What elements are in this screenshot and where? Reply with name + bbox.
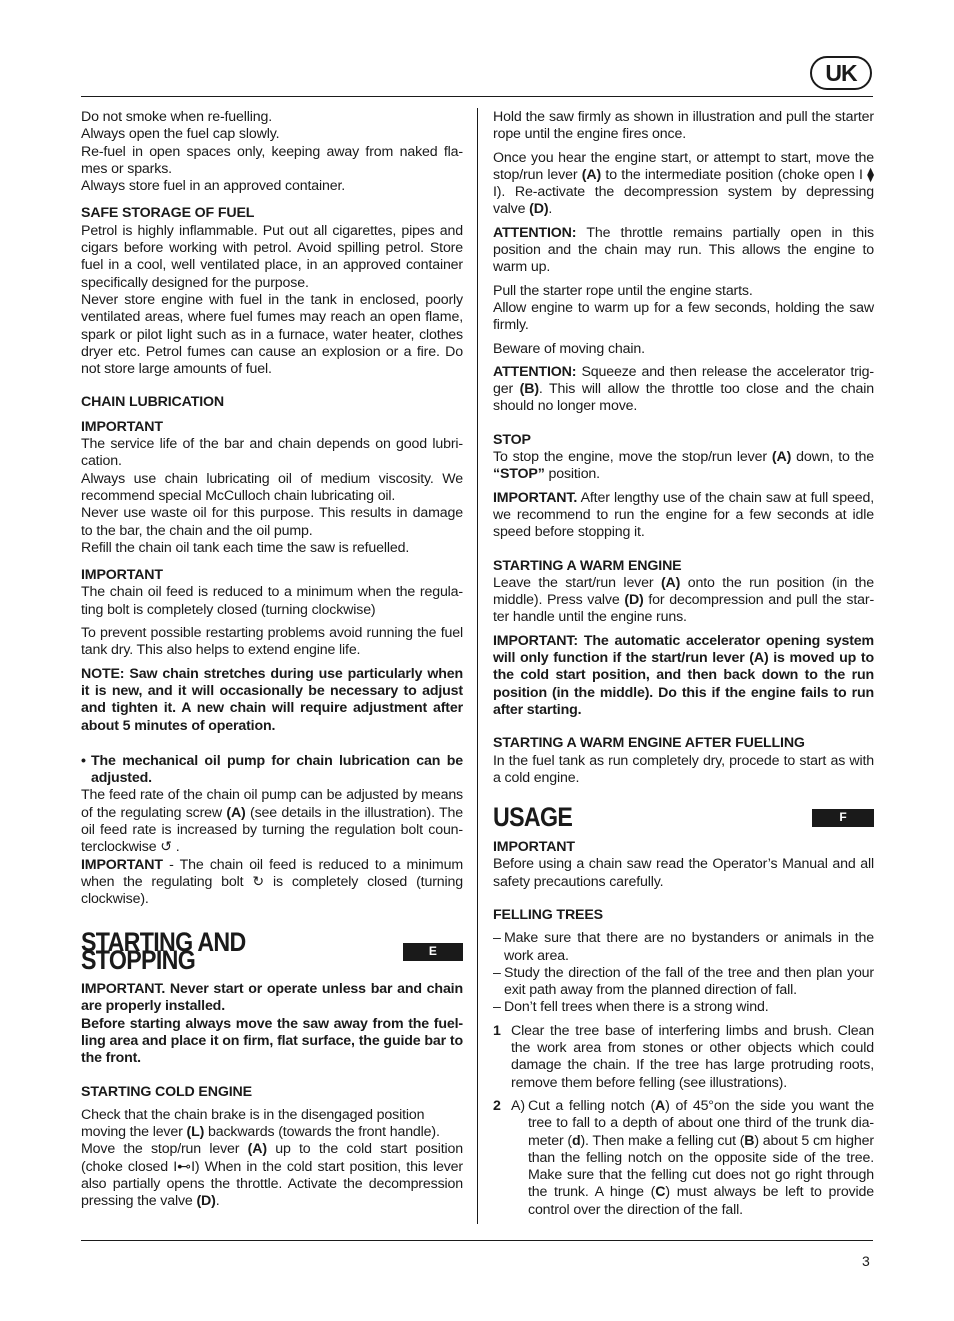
part-reference: (B) (519, 381, 539, 398)
start-paragraph (493, 150, 874, 219)
warm-engine-paragraph (493, 575, 874, 627)
part-reference: (A) (581, 166, 602, 183)
part-reference: (D) (529, 201, 549, 218)
attention-paragraph (493, 225, 874, 277)
text: (see details in the illustration). The oil feed rate is increased by turning the regulation bolt coun-terclockwise ↺ . (81, 804, 463, 856)
text: Study the direction of the fall of the tree and then plan your exit path away from the planned direction of fall. (504, 964, 874, 999)
text: down, to the (796, 449, 875, 466)
felling-step (493, 1023, 874, 1092)
important-label: IMPORTANT (81, 418, 163, 435)
part-reference: A (655, 1097, 666, 1114)
cold-engine-heading: STARTING COLD ENGINE (81, 1083, 252, 1100)
attention-label: ATTENTION: (493, 363, 577, 380)
text: To stop the engine, move the stop/run lever (493, 449, 767, 466)
column-divider (477, 108, 478, 1224)
cold-engine-paragraph (81, 1141, 463, 1210)
text: Squeeze and then release the accelerator trig-ger (493, 363, 874, 398)
usage-important-heading: IMPORTANT (493, 839, 575, 856)
text: backwards (towards the front handle). (207, 1124, 440, 1141)
text: The throttle remains partially open in this position and the chain may run. This allows the engine to warm up. (493, 224, 874, 276)
footer-rule (81, 1240, 873, 1241)
text: ) must always be left to provide control over the direction of the fall. (528, 1184, 874, 1218)
cold-engine-paragraph (81, 1124, 463, 1141)
warm-engine-fuelling-paragraph: In the fuel tank as run completely dry, procede to start as with a cold engine. (493, 752, 874, 786)
text: Don’t fell trees when there is a strong wind. (504, 999, 769, 1016)
step-number: 1 (493, 1022, 501, 1039)
warm-engine-important: IMPORTANT: The automatic accelerator opening system will only function if the start/run lever (A) is moved up to the cold start position, and then back down to the run position (in the middle). Do this if the engine fails to run after starting. (493, 632, 874, 718)
cold-engine-paragraph: Check that the chain brake is in the disengaged position (81, 1106, 425, 1123)
text: . (548, 201, 553, 218)
text: Clear the tree base of interfering limbs and brush. Clean the work area from stones or other objects which could damage the chain. If the tree has large protruding roots, remove them before felling (see illustrations). (511, 1022, 874, 1091)
warm-engine-heading: STARTING A WARM ENGINE (493, 557, 682, 574)
text: After lengthy use of the chain saw at full speed, we recommend to run the engine for a few seconds at idle speed before stopping it. (493, 489, 875, 541)
text: Once you hear the engine start, or attempt to start, move the stop/run lever (493, 149, 874, 183)
stop-heading: STOP (493, 431, 531, 448)
text: onto the run position (in the middle). Press valve (493, 574, 875, 609)
felling-trees-heading: FELLING TREES (493, 906, 603, 923)
fuel-line: Re-fuel in open spaces only, keeping away from naked fla-mes or sparks. (81, 143, 463, 177)
text: ) about 5 cm higher than the felling notch on the opposite side of the tree. Make sure that the felling cut does not go right through the trunk. A hinge ( (528, 1132, 874, 1201)
attention-paragraph (493, 364, 874, 416)
bullet-text: The mechanical oil pump for chain lubrication can be adjusted. (91, 752, 463, 787)
text: moving the lever (81, 1124, 183, 1141)
safe-storage-paragraph: Petrol is highly inflammable. Put out all cigarettes, pipes and cigars before working with petrol. Avoid spilling petrol. Store fuel in a cool, well ventilated place, in an approved container specifically designed for the purpose. (81, 222, 463, 291)
part-reference: (A) (226, 804, 246, 821)
chain-lubrication-heading: CHAIN LUBRICATION (81, 394, 224, 411)
text: Leave the start/run lever (493, 574, 654, 591)
part-reference: (D) (196, 1193, 216, 1210)
sub-step-label: A) (511, 1097, 525, 1114)
section-tag: F (812, 809, 874, 827)
part-reference: (D) (624, 592, 644, 609)
text: The feed rate of the chain oil pump can be adjusted by means of the regulating screw (81, 787, 463, 821)
important-label: IMPORTANT (81, 856, 163, 873)
fuel-line: Always store fuel in an approved container. (81, 178, 346, 195)
page-number: 3 (862, 1253, 870, 1269)
section-title: STARTING AND STOPPING (81, 927, 246, 975)
stop-paragraph (493, 449, 874, 484)
part-reference: B (744, 1132, 755, 1149)
dash-mark: – (493, 964, 501, 981)
text: Make sure that there are no bystanders or animals in the work area. (504, 930, 874, 964)
fuel-line: Always open the fuel cap slowly. (81, 126, 280, 143)
feed-rate-paragraph (81, 787, 463, 856)
lubrication-paragraph: To prevent possible restarting problems avoid running the fuel tank dry. This also helps to extend engine life. (81, 625, 463, 659)
felling-dash-item (493, 965, 874, 1000)
left-column (81, 109, 463, 1217)
regulating-bolt-paragraph (81, 857, 463, 909)
start-paragraph: Beware of moving chain. (493, 340, 645, 357)
felling-dash-item (493, 999, 874, 1016)
text: ). Then make a felling cut ( (580, 1132, 745, 1149)
lubrication-paragraph: Always use chain lubricating oil of medium viscosity. We recommend special McCulloch chain lubricating oil. (81, 470, 463, 504)
part-reference: (A) (771, 449, 792, 466)
step-number: 2 (493, 1097, 501, 1114)
header-rule (81, 96, 873, 97)
start-paragraph: Allow engine to warm up for a few seconds, holding the saw firmly. (493, 299, 874, 334)
important-placement-note: Before starting always move the saw away from the fuel-ling area and place it on firm, flat surface, the guide bar to the front. (81, 1015, 463, 1067)
important-label: IMPORTANT. (493, 489, 578, 506)
text: for decompression and pull the star-ter handle until the engine runs. (493, 592, 875, 626)
warm-engine-fuelling-heading: STARTING A WARM ENGINE AFTER FUELLING (493, 735, 805, 752)
part-reference: (A) (247, 1141, 267, 1158)
lubrication-paragraph: Refill the chain oil tank each time the saw is refuelled. (81, 539, 410, 556)
text: . This will allow the throttle too close and the chain should no longer move. (493, 381, 874, 415)
felling-dash-item (493, 930, 874, 965)
text: up to the cold start position (choke closed I⊷I) When in the cold start position, this lever also partially opens the throttle. Activate the decompression pressing the valve (81, 1141, 463, 1210)
lubrication-paragraph: Never use waste oil for this purpose. This results in damage to the bar, the chain and the oil pump. (81, 505, 463, 539)
bullet-mark: • (81, 752, 86, 769)
part-reference: (A) (660, 574, 681, 591)
stop-important-paragraph (493, 490, 874, 542)
language-badge: UK (810, 56, 872, 90)
lubrication-paragraph: The chain oil feed is reduced to a minimum when the regula-ting bolt is completely closed (turning clockwise) (81, 584, 463, 618)
text: Move the stop/run lever (81, 1141, 240, 1158)
oil-pump-bullet (81, 753, 463, 788)
text: - The chain oil feed is reduced to a minimum when the regulating bolt ↻ is completely closed (turning clockwise). (81, 856, 464, 908)
lubrication-paragraph: The service life of the bar and chain depends on good lubri-cation. (81, 436, 463, 470)
text: position. (548, 466, 600, 483)
start-paragraph: Pull the starter rope until the engine starts. (493, 282, 753, 299)
fuel-line: Do not smoke when re-fuelling. (81, 109, 273, 125)
stop-label: “STOP” (493, 466, 545, 483)
attention-label: ATTENTION: (493, 224, 577, 241)
important-label: IMPORTANT (81, 567, 163, 584)
text: . (215, 1193, 220, 1210)
text: Cut a felling notch ( (528, 1097, 656, 1114)
starting-stopping-section-header (81, 927, 463, 975)
important-install-note: IMPORTANT. Never start or operate unless bar and chain are properly installed. (81, 981, 463, 1015)
section-tag: E (403, 943, 463, 961)
safe-storage-heading: SAFE STORAGE OF FUEL (81, 205, 255, 222)
dash-mark: – (493, 999, 501, 1016)
right-column (493, 109, 874, 1225)
text: to the intermediate position (choke open I ⧫ I). Re-activate the decompression system by depressing valve (493, 166, 874, 218)
chain-note: NOTE: Saw chain stretches during use particularly when it is new, and it will occasionally be necessary to adjust and tighten it. A new chain will require adjustment after about 5 minutes of operation. (81, 665, 463, 734)
section-title: USAGE (493, 802, 573, 833)
safe-storage-paragraph: Never store engine with fuel in the tank in enclosed, poorly ventilated areas, where fuel fumes may reach an open flame, spark or pilot light such as in a furnace, water heater, clothes dryer etc. Petrol fumes can cause an explosion or a fire. Do not store large amounts of fuel. (81, 291, 463, 378)
usage-important-paragraph: Before using a chain saw read the Operator’s Manual and all safety precautions carefully. (493, 856, 874, 890)
part-reference: d (571, 1132, 581, 1149)
text: ) of 45°on the side you want the tree to fall to a depth of about one third of the trunk dia-meter ( (528, 1097, 874, 1149)
usage-section-header (493, 802, 874, 833)
part-reference: C (655, 1184, 666, 1201)
dash-mark: – (493, 930, 501, 947)
part-reference: (L) (186, 1124, 205, 1141)
felling-step (493, 1098, 874, 1219)
start-paragraph: Hold the saw firmly as shown in illustration and pull the starter rope until the engine fires once. (493, 109, 874, 143)
